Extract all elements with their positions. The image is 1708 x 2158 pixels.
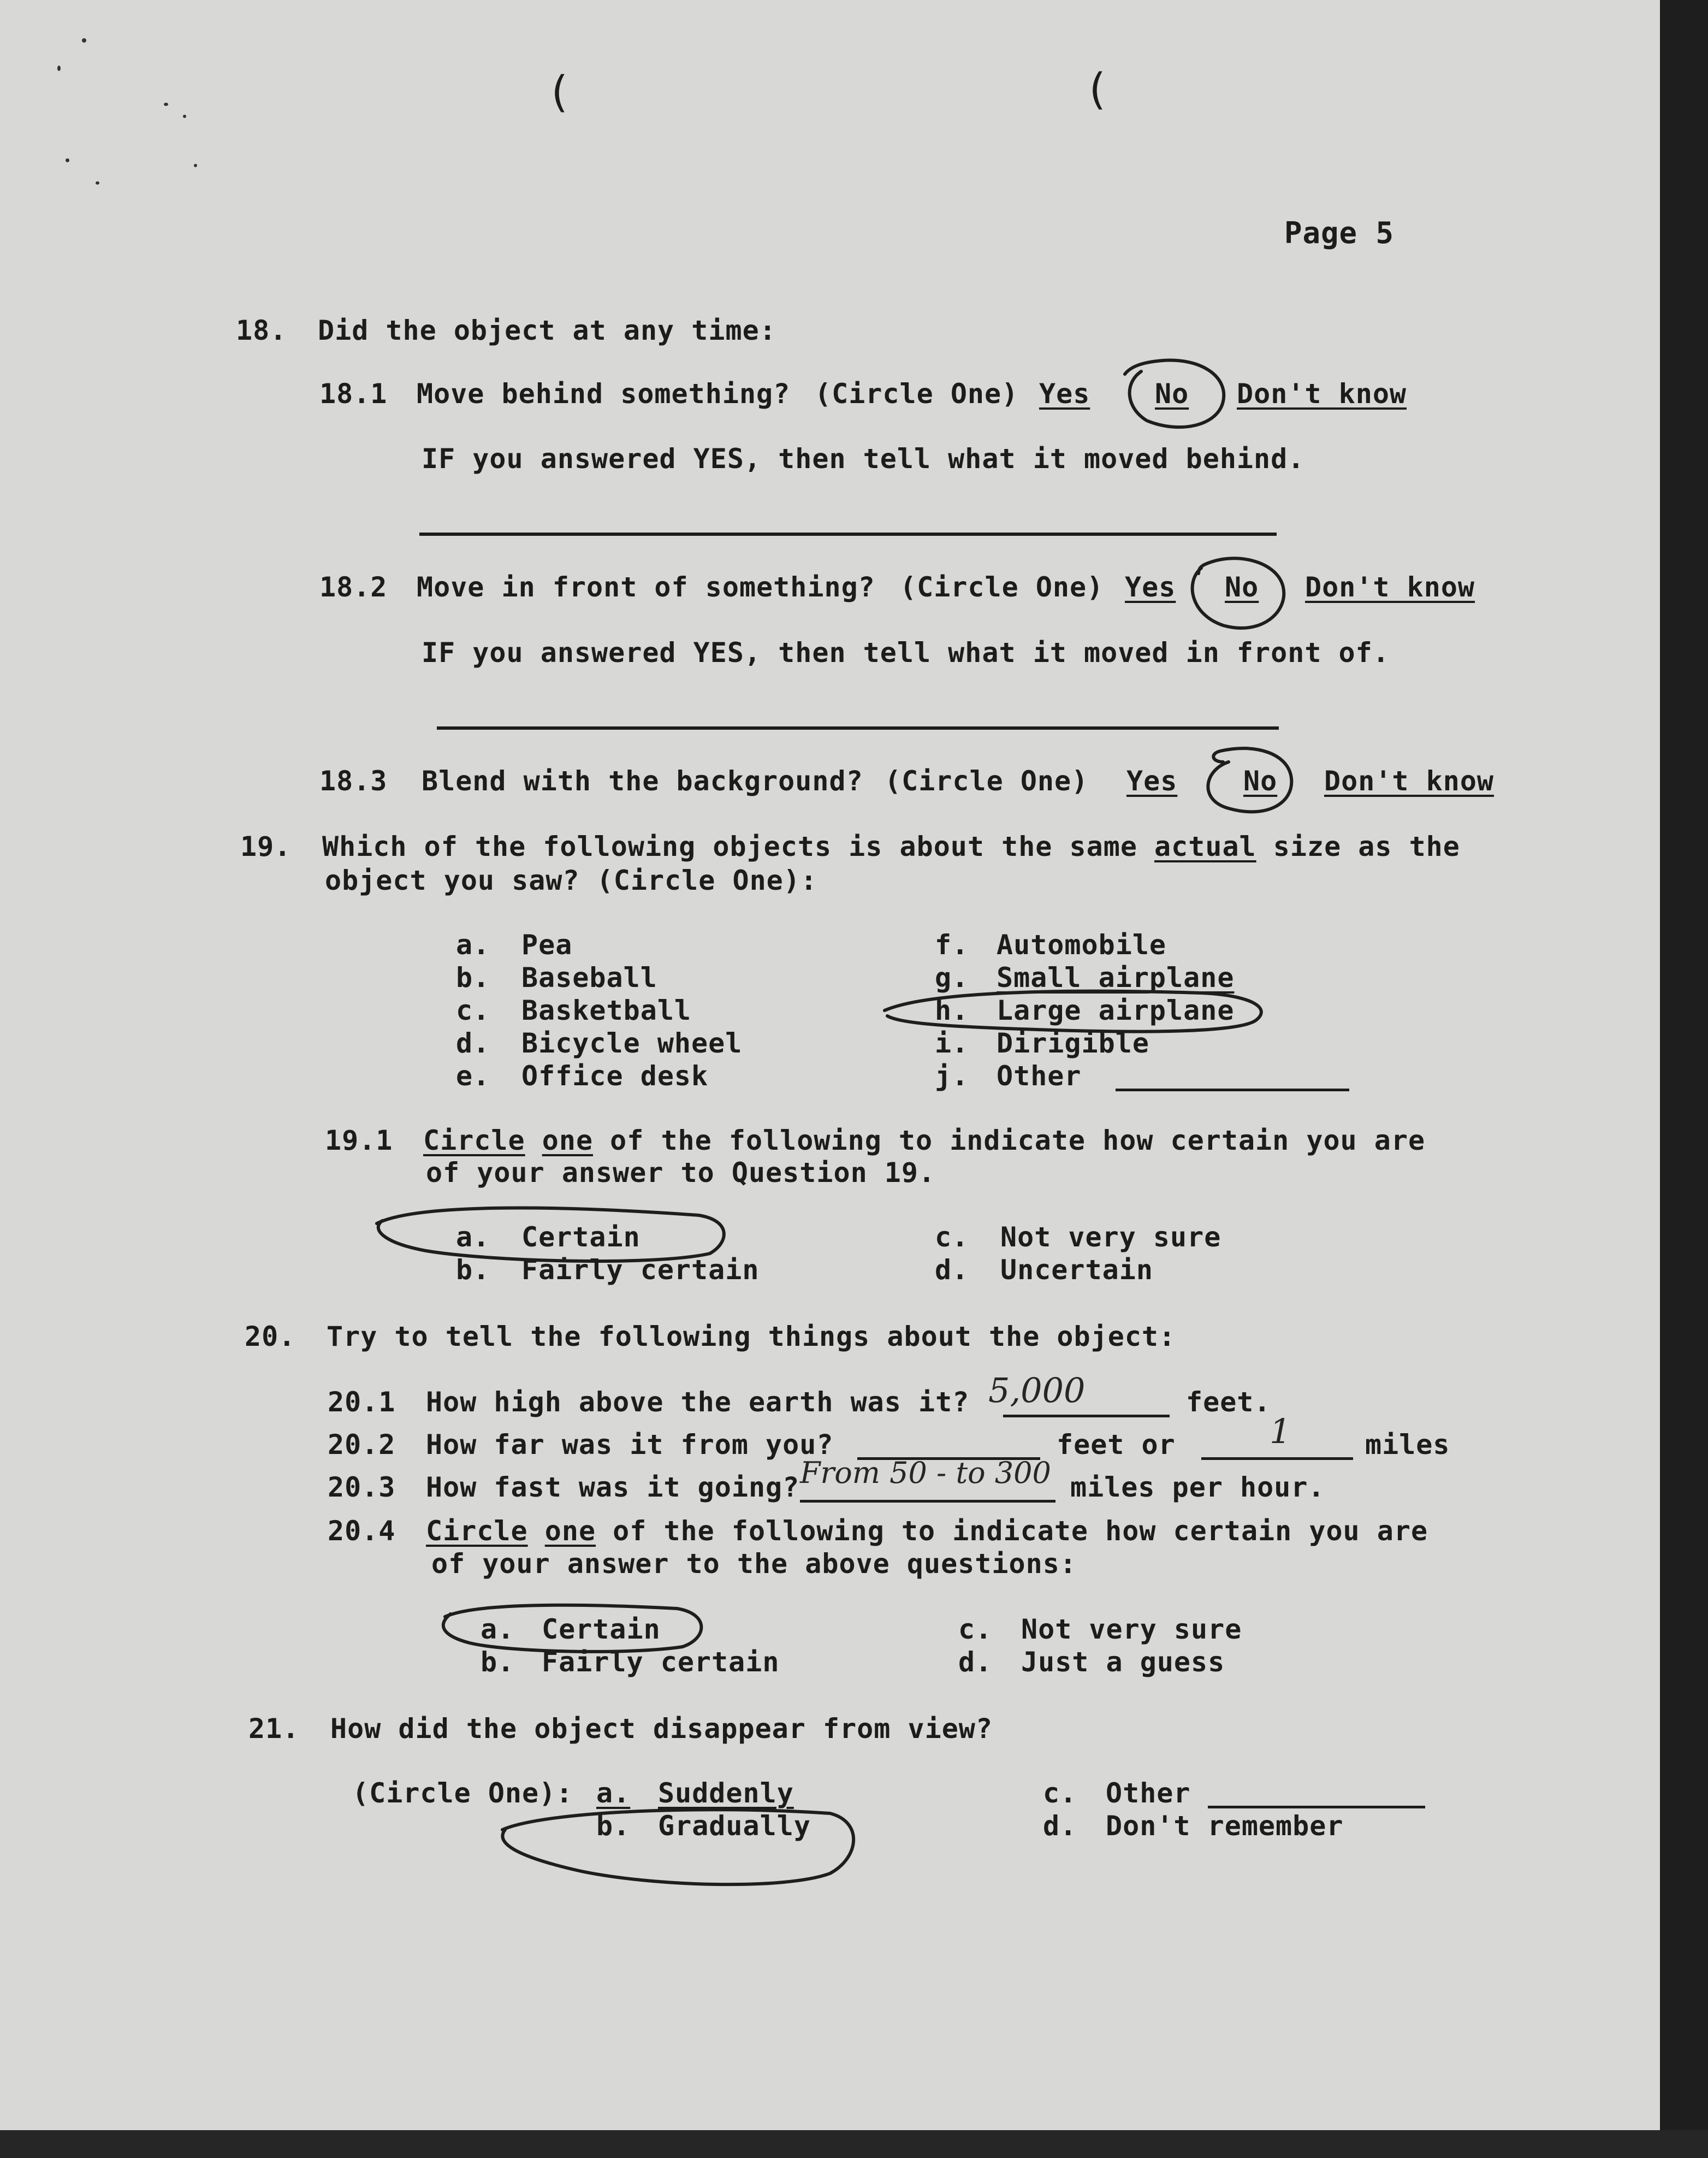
q20-number: 20. <box>245 1321 296 1352</box>
q19-option-f-letter: f. <box>935 929 969 961</box>
q21-d-letter: d. <box>1043 1810 1077 1842</box>
q18-3-option-no[interactable]: No <box>1243 765 1278 797</box>
q18-2-no-circle-mark <box>1193 558 1284 628</box>
q20-text: Try to tell the following things about the object: <box>327 1321 1176 1352</box>
q18-1-option-dont-know[interactable]: Don't know <box>1237 378 1407 410</box>
q19-option-b-letter: b. <box>456 962 490 994</box>
q19-actual-word: actual <box>1154 831 1256 862</box>
q20-2-handwritten-miles[interactable]: 1 <box>1270 1411 1291 1451</box>
q20-1-question: How high above the earth was it? <box>426 1386 970 1418</box>
q18-1-followup: IF you answered YES, then tell what it moved behind. <box>422 443 1305 475</box>
q19-1-b-letter: b. <box>456 1254 490 1286</box>
q18-2-question: Move in front of something? <box>417 571 875 603</box>
q20-4-b-letter: b. <box>481 1646 515 1678</box>
q19-1-one-word: one <box>542 1125 594 1156</box>
q18-3-instruction: (Circle One) <box>885 765 1089 797</box>
q19-option-basketball[interactable]: Basketball <box>521 995 692 1026</box>
q20-3-number: 20.3 <box>328 1471 396 1503</box>
q18-3-question: Blend with the background? <box>422 765 863 797</box>
q18-1-question: Move behind something? <box>417 378 791 410</box>
q20-4-option-certain[interactable]: Certain <box>542 1613 661 1645</box>
q18-2-option-dont-know[interactable]: Don't know <box>1305 571 1475 603</box>
q19-option-g-letter: g. <box>935 962 969 994</box>
q20-3-question: How fast was it going? <box>426 1471 800 1503</box>
q19-option-e-letter: e. <box>456 1060 490 1092</box>
q19-option-i-letter: i. <box>935 1027 969 1059</box>
q19-option-small-airplane[interactable]: Small airplane <box>997 962 1235 994</box>
q19-1-line1-rest: of the following to indicate how certain you are <box>593 1125 1426 1156</box>
q20-2-feet-or: feet or <box>1057 1429 1176 1461</box>
q19-1-circle-word: Circle <box>423 1125 525 1156</box>
scan-border-bottom <box>0 2130 1708 2158</box>
q20-4-line2: of your answer to the above questions: <box>431 1548 1077 1580</box>
q18-2-option-no[interactable]: No <box>1225 571 1259 603</box>
q19-number: 19. <box>240 831 292 862</box>
q18-3-option-dont-know[interactable]: Don't know <box>1324 765 1494 797</box>
q20-4-certain-circle-mark <box>443 1605 702 1652</box>
q18-number: 18. <box>236 315 287 346</box>
q21-option-dont-remember[interactable]: Don't remember <box>1106 1810 1344 1842</box>
q20-4-option-fairly-certain[interactable]: Fairly certain <box>542 1646 780 1678</box>
q19-option-large-airplane[interactable]: Large airplane <box>997 995 1235 1026</box>
q19-option-baseball[interactable]: Baseball <box>521 962 657 994</box>
q19-option-bicycle-wheel[interactable]: Bicycle wheel <box>521 1027 743 1059</box>
q19-line1-before: Which of the following objects is about the same <box>322 831 1155 862</box>
q19-1-option-fairly-certain[interactable]: Fairly certain <box>521 1254 760 1286</box>
scan-border-right <box>1660 0 1708 2158</box>
q19-option-office-desk[interactable]: Office desk <box>521 1060 709 1092</box>
q19-1-option-not-very-sure[interactable]: Not very sure <box>1000 1221 1221 1253</box>
q19-1-number: 19.1 <box>325 1125 393 1156</box>
page-number: Page 5 <box>1284 216 1395 250</box>
q20-4-d-letter: d. <box>958 1646 993 1678</box>
q19-1-c-letter: c. <box>935 1221 969 1253</box>
q18-1-option-yes[interactable]: Yes <box>1039 378 1090 410</box>
q18-1-option-no[interactable]: No <box>1155 378 1189 410</box>
q18-2-number: 18.2 <box>319 571 388 603</box>
q20-4-circle-word: Circle <box>426 1515 528 1547</box>
q19-line2: object you saw? (Circle One): <box>325 865 817 896</box>
q20-1-number: 20.1 <box>328 1386 396 1418</box>
q21-c-letter: c. <box>1043 1777 1077 1809</box>
q19-option-j-letter: j. <box>935 1060 969 1092</box>
q19-1-line2: of your answer to Question 19. <box>426 1157 936 1189</box>
q18-1-number: 18.1 <box>319 378 388 410</box>
q18-3-number: 18.3 <box>319 765 388 797</box>
q21-gradually-circle-mark <box>502 1810 853 1884</box>
q21-a-letter: a. <box>596 1777 631 1809</box>
q19-1-certain-circle-mark <box>377 1208 724 1261</box>
q20-4-a-letter: a. <box>481 1613 515 1645</box>
q18-text: Did the object at any time: <box>318 315 776 346</box>
q21-text: How did the object disappear from view? <box>330 1713 993 1745</box>
q18-3-no-circle-mark <box>1208 748 1291 812</box>
q19-1-option-certain[interactable]: Certain <box>521 1221 640 1253</box>
q20-4-option-not-very-sure[interactable]: Not very sure <box>1021 1613 1242 1645</box>
q19-option-other[interactable]: Other <box>997 1060 1082 1092</box>
q19-1-d-letter: d. <box>935 1254 969 1286</box>
q20-4-line1-rest: of the following to indicate how certain you are <box>596 1515 1428 1547</box>
q21-option-gradually[interactable]: Gradually <box>658 1810 811 1842</box>
q19-line1-after: size as the <box>1256 831 1460 862</box>
q20-4-number: 20.4 <box>328 1515 396 1547</box>
q19-option-pea[interactable]: Pea <box>521 929 573 961</box>
q20-1-unit: feet. <box>1186 1386 1271 1418</box>
q20-4-c-letter: c. <box>958 1613 993 1645</box>
q18-2-instruction: (Circle One) <box>900 571 1104 603</box>
q19-1-a-letter: a. <box>456 1221 490 1253</box>
paren-mark: ( <box>546 68 572 117</box>
q20-4-one-word: one <box>544 1515 596 1547</box>
q19-large-airplane-circle-mark <box>885 991 1261 1032</box>
q21-b-letter: b. <box>596 1810 631 1842</box>
q20-3-unit: miles per hour. <box>1070 1471 1325 1503</box>
paren-mark: ( <box>1084 65 1110 114</box>
q20-3-handwritten-answer[interactable]: From 50 - to 300 <box>800 1456 1051 1490</box>
q21-option-other[interactable]: Other <box>1106 1777 1191 1809</box>
q18-2-option-yes[interactable]: Yes <box>1125 571 1176 603</box>
q18-1-no-circle-mark <box>1125 360 1224 428</box>
q18-3-option-yes[interactable]: Yes <box>1126 765 1178 797</box>
q21-instruction: (Circle One): <box>352 1777 573 1809</box>
q20-2-question: How far was it from you? <box>426 1429 834 1461</box>
q18-1-instruction: (Circle One) <box>815 378 1019 410</box>
q19-option-d-letter: d. <box>456 1027 490 1059</box>
q19-option-h-letter: h. <box>935 995 969 1026</box>
q20-2-miles-label: miles <box>1365 1429 1450 1461</box>
q21-number: 21. <box>248 1713 300 1745</box>
q19-option-c-letter: c. <box>456 995 490 1026</box>
q19-option-automobile[interactable]: Automobile <box>997 929 1167 961</box>
q20-1-handwritten-answer[interactable]: 5,000 <box>988 1370 1086 1410</box>
q20-2-number: 20.2 <box>328 1429 396 1461</box>
q19-1-option-uncertain[interactable]: Uncertain <box>1000 1254 1153 1286</box>
q21-option-suddenly[interactable]: Suddenly <box>658 1777 794 1809</box>
q19-option-a-letter: a. <box>456 929 490 961</box>
q18-2-followup: IF you answered YES, then tell what it moved in front of. <box>422 637 1390 669</box>
q19-option-dirigible[interactable]: Dirigible <box>997 1027 1149 1059</box>
q20-4-option-just-a-guess[interactable]: Just a guess <box>1021 1646 1225 1678</box>
